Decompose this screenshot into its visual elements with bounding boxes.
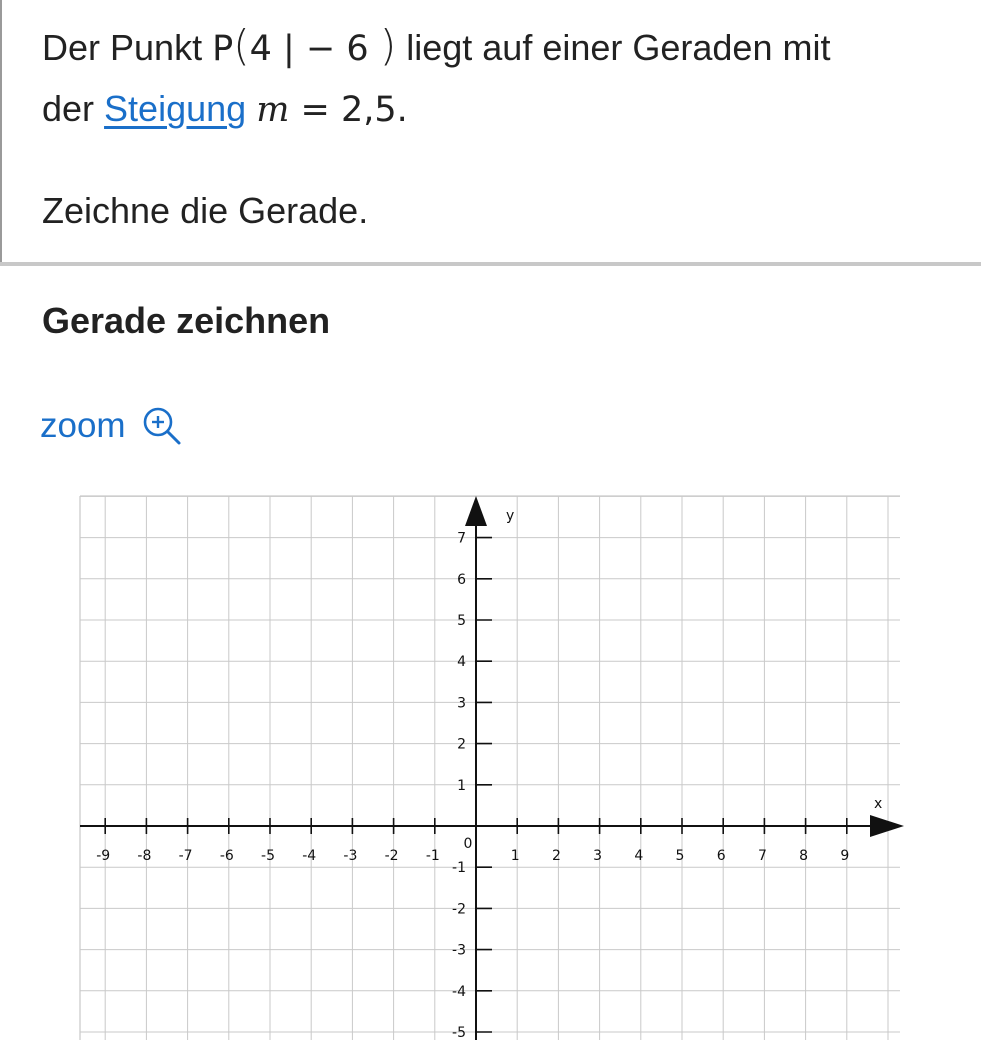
x-tick-label: -8: [137, 848, 152, 864]
zoom-in-icon: [140, 404, 184, 448]
close-paren: ): [379, 21, 397, 70]
y-tick-label: 2: [457, 736, 466, 753]
x-tick-label: 9: [840, 848, 850, 864]
x-tick-label: 5: [675, 848, 685, 864]
task-continuation: liegt auf einer Geraden mit: [406, 27, 831, 68]
x-tick-label: 4: [634, 848, 644, 864]
x-tick-label: 2: [551, 848, 561, 864]
y-tick-label: 5: [457, 613, 466, 629]
x-tick-label: -5: [261, 848, 275, 864]
task-intro: Der Punkt: [42, 27, 203, 68]
y-tick-label: 6: [457, 571, 466, 588]
left-border: [0, 0, 2, 262]
x-tick-label: -7: [178, 848, 193, 864]
slope-value: = 2,5.: [300, 90, 408, 130]
section-title: Gerade zeichnen: [42, 300, 331, 341]
y-tick-label: 4: [457, 654, 466, 671]
open-paren: (: [233, 21, 250, 70]
x-tick-label: 1: [510, 848, 520, 864]
x-axis-label: x: [874, 796, 883, 812]
x-tick-label: -3: [343, 848, 358, 864]
y-tick-label: -4: [452, 983, 466, 1000]
x-tick-label: -1: [425, 848, 440, 864]
slope-variable: m: [256, 90, 290, 130]
point-name: P: [212, 29, 234, 69]
instruction-text: Zeichne die Gerade.: [42, 190, 369, 231]
y-tick-label: -1: [452, 860, 466, 877]
x-tick-label: 3: [593, 848, 603, 864]
task-der: der: [42, 88, 95, 129]
x-tick-label: 7: [757, 848, 767, 864]
y-axis-label: y: [506, 508, 515, 524]
x-tick-label: -9: [96, 848, 111, 864]
y-axis-arrow-icon: [465, 496, 487, 526]
x-axis-arrow-icon: [870, 815, 904, 837]
x-tick-label: 6: [716, 848, 726, 864]
section-divider: [0, 262, 981, 266]
task-line-1: [42, 16, 962, 79]
point-x: 4: [249, 29, 272, 69]
zoom-button[interactable]: [40, 398, 184, 454]
y-tick-label: -5: [452, 1025, 466, 1040]
y-tick-label: -3: [452, 942, 466, 959]
x-tick-label: -2: [384, 848, 399, 864]
y-tick-label: -2: [452, 901, 466, 918]
task-line-2: [42, 79, 962, 140]
steigung-link[interactable]: Steigung: [104, 88, 247, 129]
origin-label: 0: [463, 836, 473, 852]
point-notation: [212, 21, 397, 70]
zoom-label: zoom: [40, 406, 126, 445]
task-text: [42, 16, 962, 140]
slope-expression: [256, 90, 408, 130]
coordinate-plane[interactable]: [0, 490, 981, 1040]
point-y: − 6: [305, 29, 369, 69]
y-tick-label: 3: [457, 695, 466, 712]
x-tick-label: -4: [302, 848, 317, 864]
point-separator: |: [283, 29, 295, 69]
y-tick-label: 7: [457, 530, 466, 547]
x-tick-label: -6: [219, 848, 234, 864]
x-tick-label: 8: [799, 848, 809, 864]
y-tick-label: 1: [457, 777, 466, 794]
